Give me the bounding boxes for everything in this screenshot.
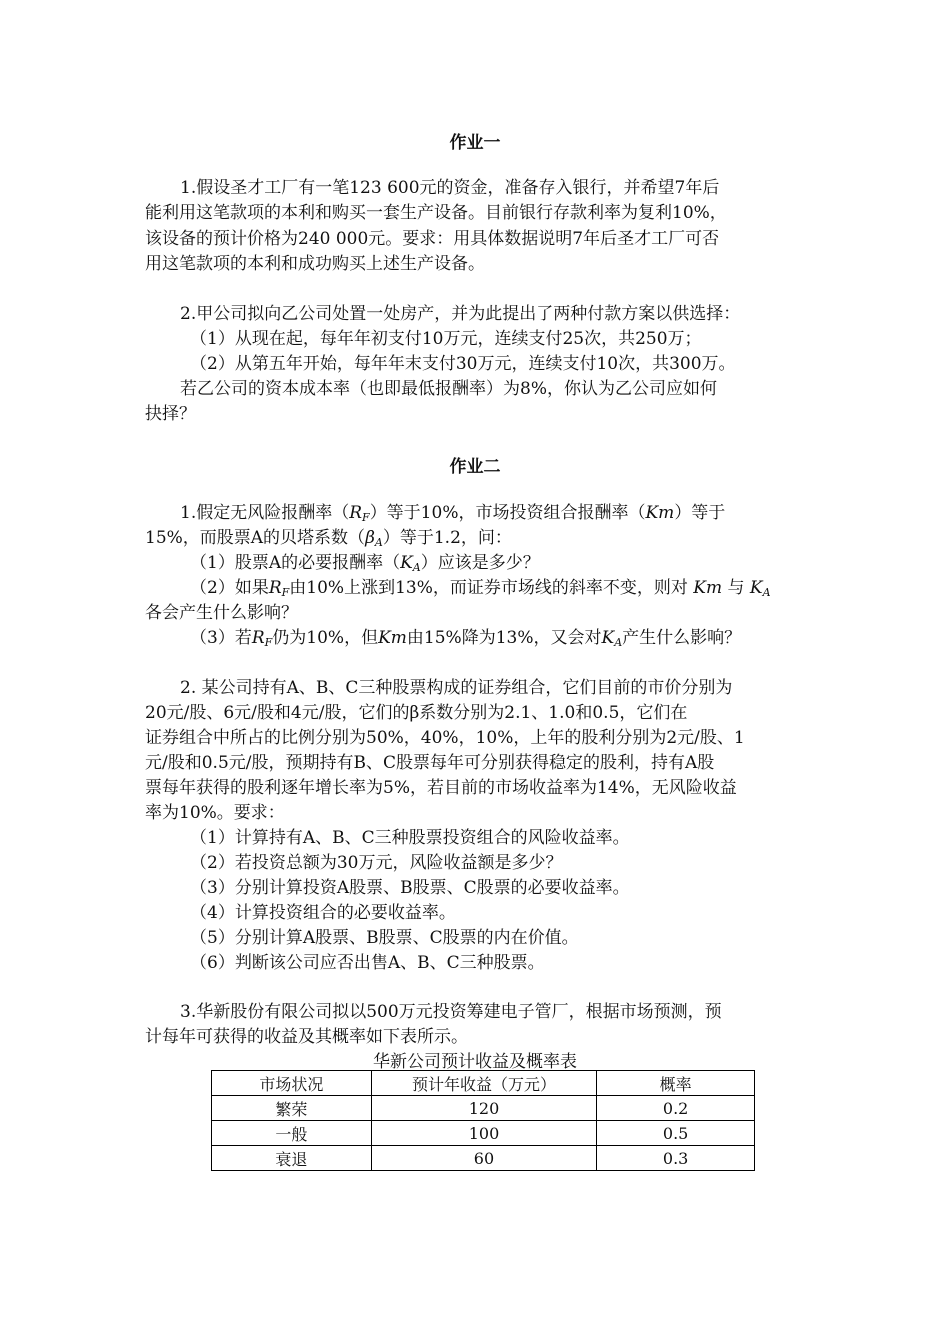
hw2-q2-line: 元/股和0.5元/股，预期持有B、C股票每年可分别获得稳定的股利，持有A股 [145, 753, 715, 773]
table-cell: 0.3 [597, 1146, 755, 1171]
hw1-q1-line: 1.假设圣才工厂有一笔123 600元的资金，准备存入银行，并希望7年后 [180, 178, 720, 198]
rf-symbol: $R_F$ [251, 628, 273, 649]
hw2-q1-line6: （3）若$R_F$仍为10%，但Km由15%降为13%，又会对$K_A$产生什么影响？ [190, 628, 742, 649]
hw2-title: 作业二 [449, 457, 501, 477]
probability-table [211, 1070, 755, 1171]
table-cell: 繁荣 [212, 1096, 372, 1121]
hw2-q2-line: 20元/股、6元/股和4元/股，它们的β系数分别为2.1、1.0和0.5，它们在 [145, 703, 688, 723]
hw1-title: 作业一 [449, 133, 501, 153]
table-cell: 0.2 [597, 1096, 755, 1121]
hw1-q1-line: 用这笔款项的本利和成功购买上述生产设备。 [145, 254, 485, 274]
table-cell: 0.5 [597, 1121, 755, 1146]
table-caption: 华新公司预计收益及概率表 [373, 1052, 577, 1072]
hw2-q1-line2: 15%，而股票A的贝塔系数$(\beta_A)$等于1.2，问： [145, 528, 512, 549]
hw2-q2-line: 2. 某公司持有A、B、C三种股票构成的证券组合，它们目前的市价分别为 [180, 678, 733, 698]
hw1-q2-line: 抉择？ [145, 404, 196, 424]
table-cell: 衰退 [212, 1146, 372, 1171]
hw1-q2-line: 2.甲公司拟向乙公司处置一处房产，并为此提出了两种付款方案以供选择： [180, 304, 741, 324]
ka-symbol: $K_A$ [601, 628, 623, 649]
hw2-q2-subitem: （2）若投资总额为30万元，风险收益额是多少？ [190, 853, 563, 873]
hw2-q2-subitem: （4）计算投资组合的必要收益率。 [190, 903, 456, 923]
table-cell: 100 [371, 1121, 597, 1146]
hw2-q1-line3: （1）股票A的必要报酬率$(K_A)$应该是多少？ [190, 553, 540, 574]
hw2-q2-line: 票每年获得的股利逐年增长率为5%，若目前的市场收益率为14%，无风险收益 [145, 778, 737, 798]
hw1-q2-line: 若乙公司的资本成本率（也即最低报酬率）为8%，你认为乙公司应如何 [180, 379, 717, 399]
hw2-q2-subitem: （1）计算持有A、B、C三种股票投资组合的风险收益率。 [190, 828, 630, 848]
hw2-q2-line: 证券组合中所占的比例分别为50%，40%，10%，上年的股利分别为2元/股、1 [145, 728, 745, 748]
table-row [212, 1146, 755, 1171]
table-header-row [212, 1071, 755, 1096]
table-row [212, 1121, 755, 1146]
hw1-q1-line: 能利用这笔款项的本利和购买一套生产设备。目前银行存款利率为复利10%， [145, 203, 727, 223]
hw2-q1-line1: 1.假定无风险报酬率$(R_F)$等于10%，市场投资组合报酬率（Km）等于 [180, 503, 726, 524]
hw2-q2-line: 率为10%。要求： [145, 803, 285, 823]
table-header-cell: 市场状况 [212, 1071, 372, 1096]
rf-symbol: $R_F$ [349, 503, 370, 524]
hw2-q2-subitem: （6）判断该公司应否出售A、B、C三种股票。 [190, 953, 545, 973]
hw1-q2-line: （2）从第五年开始，每年年末支付30万元，连续支付10次，共300万。 [190, 354, 736, 374]
table-header-cell: 概率 [597, 1071, 755, 1096]
ka-symbol: $K_A$ [749, 578, 771, 599]
rf-symbol: $R_F$ [268, 578, 290, 599]
hw2-q3-line: 3.华新股份有限公司拟以500万元投资筹建电子管厂，根据市场预测，预 [180, 1002, 722, 1022]
hw1-q1-line: 该设备的预计价格为240 000元。要求：用具体数据说明7年后圣才工厂可否 [145, 229, 720, 249]
hw2-q1-line5: 各会产生什么影响？ [145, 603, 298, 623]
table-row [212, 1096, 755, 1121]
table-cell: 120 [371, 1096, 597, 1121]
hw2-q3-line: 计每年可获得的收益及其概率如下表所示。 [145, 1027, 468, 1047]
ka-symbol: $K_A$ [400, 553, 421, 574]
hw2-q2-subitem: （5）分别计算A股票、B股票、C股票的内在价值。 [190, 928, 579, 948]
hw1-q2-line: （1）从现在起，每年年初支付10万元，连续支付25次，共250万； [190, 329, 702, 349]
hw2-q1-line4: （2）如果$R_F$由10%上涨到13%，而证券市场线的斜率不变，则对 Km 与 $K_A$ [190, 578, 771, 599]
km-symbol: Km [693, 578, 723, 598]
hw2-q2-subitem: （3）分别计算投资A股票、B股票、C股票的必要收益率。 [190, 878, 630, 898]
table-header-cell: 预计年收益（万元） [371, 1071, 597, 1096]
km-symbol: Km [645, 503, 675, 523]
table-cell: 60 [371, 1146, 597, 1171]
table-cell: 一般 [212, 1121, 372, 1146]
beta-symbol: $\beta_A$ [365, 528, 383, 549]
km-symbol: Km [378, 628, 407, 648]
